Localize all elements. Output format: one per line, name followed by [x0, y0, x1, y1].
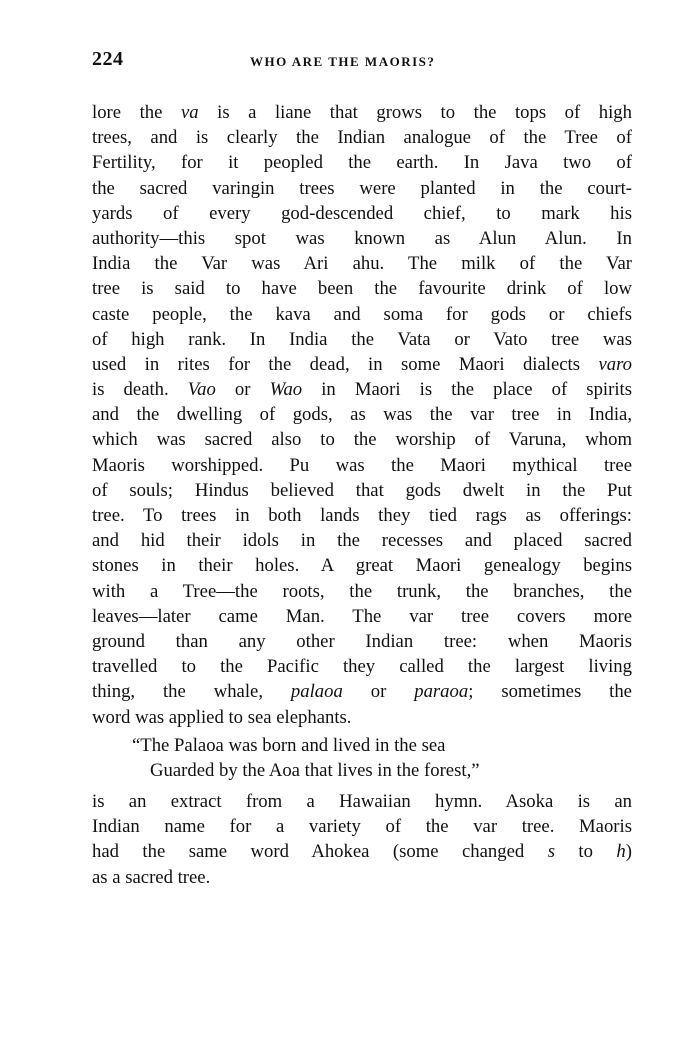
text-line: is death. Vao or Wao in Maori is the place of spirits [92, 379, 632, 401]
italic-word: h [616, 841, 626, 863]
text-line: trees, and is clearly the Indian analogue of the Tree of [92, 127, 632, 149]
text-line: Indian name for a variety of the var tree. Maoris [92, 816, 632, 838]
running-head: WHO ARE THE MAORIS? [250, 54, 436, 69]
verse-line: “The Palaoa was born and lived in the sea [132, 734, 446, 756]
text-line: caste people, the kava and soma for gods or chiefs [92, 303, 632, 325]
book-page [92, 48, 632, 890]
verse-quotation [92, 733, 632, 783]
text-line: ground than any other Indian tree: when Maoris [92, 630, 632, 652]
text-line: is an extract from a Hawaiian hymn. Asoka is an [92, 791, 632, 813]
text-line: the sacred varingin trees were planted in the court- [92, 177, 632, 199]
text-line: thing, the whale, palaoa or paraoa; sometimes the [92, 681, 632, 703]
text-line: India the Var was Ari ahu. The milk of the Var [92, 253, 632, 275]
italic-word: va [180, 102, 199, 123]
text-line: and the dwelling of gods, as was the var tree in India, [92, 404, 632, 426]
text-line: with a Tree—the roots, the trunk, the branches, the [92, 580, 632, 602]
text-line: tree is said to have been the favourite drink of low [92, 278, 632, 300]
text-line: yards of every god-descended chief, to mark his [92, 202, 632, 224]
text-line: leaves—later came Man. The var tree covers more [92, 605, 632, 627]
page-header [92, 48, 632, 78]
text-line: lore the va is a liane that grows to the tops of high [92, 102, 632, 123]
italic-word: palaoa [290, 681, 343, 703]
italic-word: varo [598, 353, 632, 375]
text-line: and hid their idols in the recesses and placed sacred [92, 530, 632, 552]
italic-word: Wao [269, 379, 303, 401]
text-line: stones in their holes. A great Maori genealogy begins [92, 555, 632, 577]
page-body [92, 100, 632, 890]
verse-line: Guarded by the Aoa that lives in the forest,” [150, 759, 480, 781]
italic-word: s [547, 841, 555, 863]
text-line: travelled to the Pacific they called the largest living [92, 656, 632, 678]
text-line: Fertility, for it peopled the earth. In Java two of [92, 152, 632, 174]
text-line: of souls; Hindus believed that gods dwelt in the Put [92, 479, 632, 501]
text-line: which was sacred also to the worship of Varuna, whom [92, 429, 632, 451]
text-line: as a sacred tree. [92, 866, 211, 888]
page-number: 224 [92, 48, 124, 70]
text-line: authority—this spot was known as Alun Alun. In [92, 227, 632, 249]
paragraph-2 [92, 789, 632, 890]
text-line: word was applied to sea elephants. [92, 706, 352, 728]
text-line: tree. To trees in both lands they tied rags as offerings: [92, 505, 632, 526]
paragraph-1 [92, 100, 632, 730]
text-line: used in rites for the dead, in some Maori dialects varo [92, 353, 632, 375]
italic-word: Vao [187, 379, 216, 401]
text-line: Maoris worshipped. Pu was the Maori mythical tree [92, 454, 632, 476]
italic-word: paraoa [414, 681, 469, 703]
text-line: had the same word Ahokea (some changed s to h) [92, 841, 632, 863]
text-line: of high rank. In India the Vata or Vato tree was [92, 328, 632, 350]
